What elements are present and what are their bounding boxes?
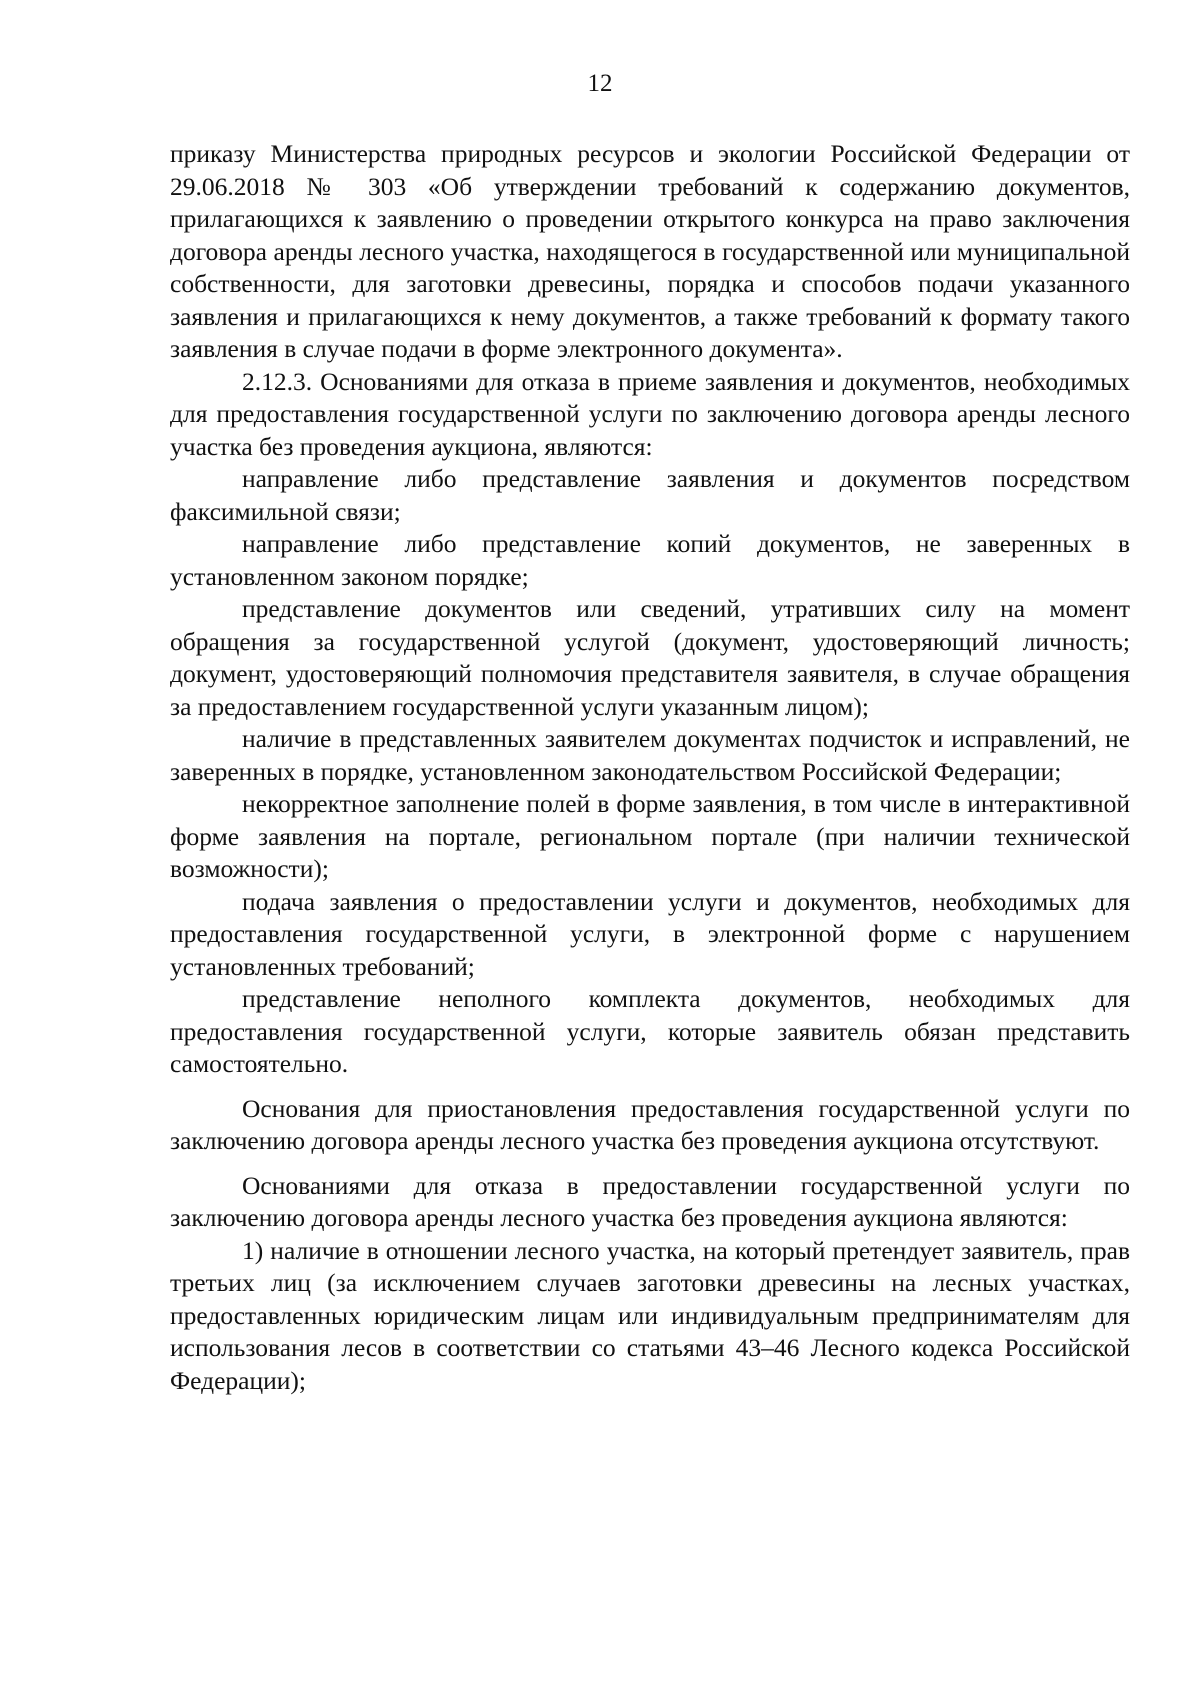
- page-number: 12: [587, 70, 613, 97]
- paragraph-2-12-3-grounds-refusal-acceptance: 2.12.3. Основаниями для отказа в приеме заявления и документов, необходимых для предоставления государственной услуги по заключению договора аренды лесного участка без проведения аукциона, являются:: [170, 366, 1130, 461]
- paragraph-incomplete-documents: представление неполного комплекта документов, необходимых для предоставления государственной услуги, которые заявитель обязан представить самостоятельно.: [170, 984, 1130, 1078]
- paragraph-no-suspension-grounds: Основания для приостановления предоставления государственной услуги по заключению договора аренды лесного участка без проведения аукциона отсутствуют.: [170, 1093, 1130, 1155]
- paragraph-uncertified-copies: направление либо представление копий документов, не заверенных в установленном законом порядке;: [170, 529, 1130, 591]
- paragraph-incorrect-form-filling: некорректное заполнение полей в форме заявления, в том числе в интерактивной форме заявления на портале, региональном портале (при наличии технической возможности);: [170, 789, 1130, 883]
- document-body: [170, 138, 1130, 1397]
- paragraph-grounds-refusal-service: Основаниями для отказа в предоставлении государственной услуги по заключению договора аренды лесного участка без проведения аукциона являются:: [170, 1170, 1130, 1232]
- paragraph-expired-documents: представление документов или сведений, утративших силу на момент обращения за государственной услугой (документ, удостоверяющий личность; документ, удостоверяющий полномочия представителя заявителя, в случае обращения за предоставлением государственной услуги указанным лицом);: [170, 594, 1130, 721]
- paragraph-third-party-rights: 1) наличие в отношении лесного участка, на который претендует заявитель, прав третьих лиц (за исключением случаев заготовки древесины на лесных участках, предоставленных юридическим лицам или индивидуальным предпринимателям для использования лесов в соответствии со статьями 43–46 Лесного кодекса Российской Федерации);: [170, 1235, 1130, 1395]
- paragraph-order-reference: приказу Министерства природных ресурсов и экологии Российской Федерации от 29.06.2018 № 303 «Об утверждении требований к содержанию документов, прилагающихся к заявлению о проведении открытого конкурса на право заключения договора аренды лесного участка, находящегося в государственной или муниципальной собственности, для заготовки древесины, порядка и способов подачи указанного заявления и прилагающихся к нему документов, а также требований к формату такого заявления в случае подачи в форме электронного документа».: [170, 139, 1130, 363]
- paragraph-electronic-submission-violation: подача заявления о предоставлении услуги и документов, необходимых для предоставления государственной услуги, в электронной форме с нарушением установленных требований;: [170, 886, 1130, 981]
- paragraph-erasures-corrections: наличие в представленных заявителем документах подчисток и исправлений, не заверенных в порядке, установленном законодательством Российской Федерации;: [170, 724, 1130, 786]
- paragraph-fax-submission: направление либо представление заявления и документов посредством факсимильной связи;: [170, 464, 1130, 526]
